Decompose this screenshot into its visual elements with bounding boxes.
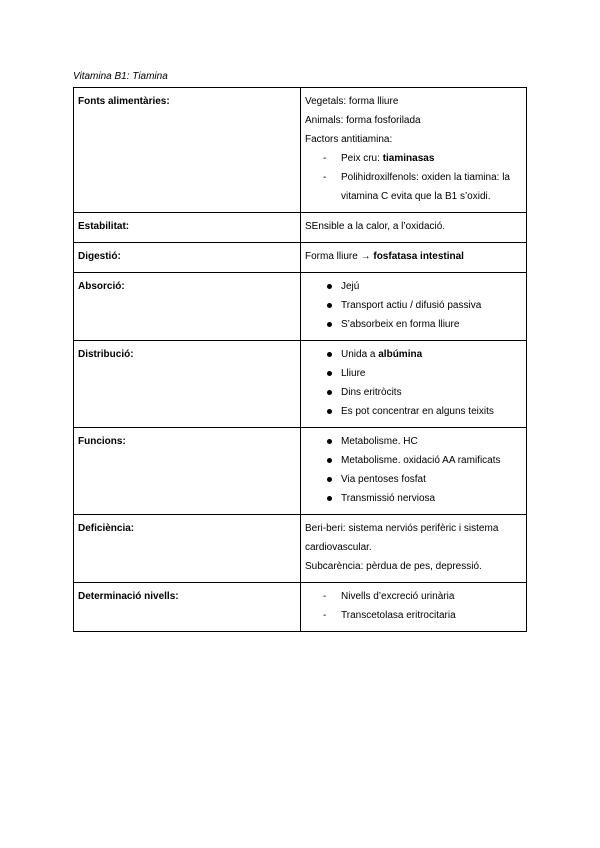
list-item: Metabolisme. oxidació AA ramificats	[305, 451, 522, 470]
list-item: Transmissió nerviosa	[305, 489, 522, 508]
table-row-funcions	[74, 428, 527, 515]
row-content	[301, 428, 527, 515]
row-content	[301, 88, 527, 213]
table-row-digestio	[74, 243, 527, 273]
row-label: Digestió:	[74, 243, 301, 273]
bullet-list	[305, 432, 522, 508]
text-line: Subcarència: pèrdua de pes, depressió.	[305, 561, 482, 572]
list-item: Es pot concentrar en alguns teixits	[305, 402, 522, 421]
bullet-list	[305, 345, 522, 421]
list-item: Dins eritròcits	[305, 383, 522, 402]
row-content	[301, 341, 527, 428]
list-item: Metabolisme. HC	[305, 432, 522, 451]
dash-list	[305, 149, 522, 206]
text-line: Vegetals: forma lliure	[305, 96, 399, 107]
row-label: Deficiència:	[74, 515, 301, 583]
bullet-list	[305, 277, 522, 334]
list-item: Transport actiu / difusió passiva	[305, 296, 522, 315]
dash-list	[305, 587, 522, 625]
text-line: Animals: forma fosforilada	[305, 115, 421, 126]
row-label: Absorció:	[74, 273, 301, 341]
row-content	[301, 515, 527, 583]
text-line: Forma lliure →	[305, 251, 374, 262]
list-item	[305, 168, 522, 206]
table-row-estabilitat	[74, 213, 527, 243]
list-item: Jejú	[305, 277, 522, 296]
item-text: Peix cru:	[341, 153, 383, 164]
row-label: Fonts alimentàries:	[74, 88, 301, 213]
document-title: Vitamina B1: Tiamina	[73, 71, 168, 82]
item-bold: albúmina	[378, 349, 423, 360]
item-text: Polihidroxilfenols: oxiden la tiamina: la vitamina C evita que la B1 s’oxidi.	[341, 172, 510, 202]
row-label: Estabilitat:	[74, 213, 301, 243]
row-label: Funcions:	[74, 428, 301, 515]
item-bold: tiaminasas	[382, 153, 435, 164]
text-bold: fosfatasa intestinal	[373, 251, 464, 262]
list-item	[305, 345, 522, 364]
list-item: S’absorbeix en forma lliure	[305, 315, 522, 334]
list-item: - Nivells d’excreció urinària	[305, 587, 522, 606]
row-content	[301, 583, 527, 632]
table-row-distribucio	[74, 341, 527, 428]
row-content	[301, 273, 527, 341]
table-row-deficiencia	[74, 515, 527, 583]
text-line: Beri-beri: sistema nerviós perifèric i sistema cardiovascular.	[305, 523, 499, 553]
text-line: SEnsible a la calor, a l’oxidació.	[305, 221, 446, 232]
list-item	[305, 149, 522, 168]
item-text: Unida a	[341, 349, 379, 360]
table-row-determinacio	[74, 583, 527, 632]
text-line: Factors antitiamina:	[305, 134, 393, 145]
list-item: Via pentoses fosfat	[305, 470, 522, 489]
row-content	[301, 213, 527, 243]
table-row-fonts	[74, 88, 527, 213]
row-label: Determinació nivells:	[74, 583, 301, 632]
table-row-absorcio	[74, 273, 527, 341]
row-content	[301, 243, 527, 273]
vitamin-info-table	[73, 87, 527, 632]
list-item: Lliure	[305, 364, 522, 383]
list-item: - Transcetolasa eritrocitaria	[305, 606, 522, 625]
row-label: Distribució:	[74, 341, 301, 428]
